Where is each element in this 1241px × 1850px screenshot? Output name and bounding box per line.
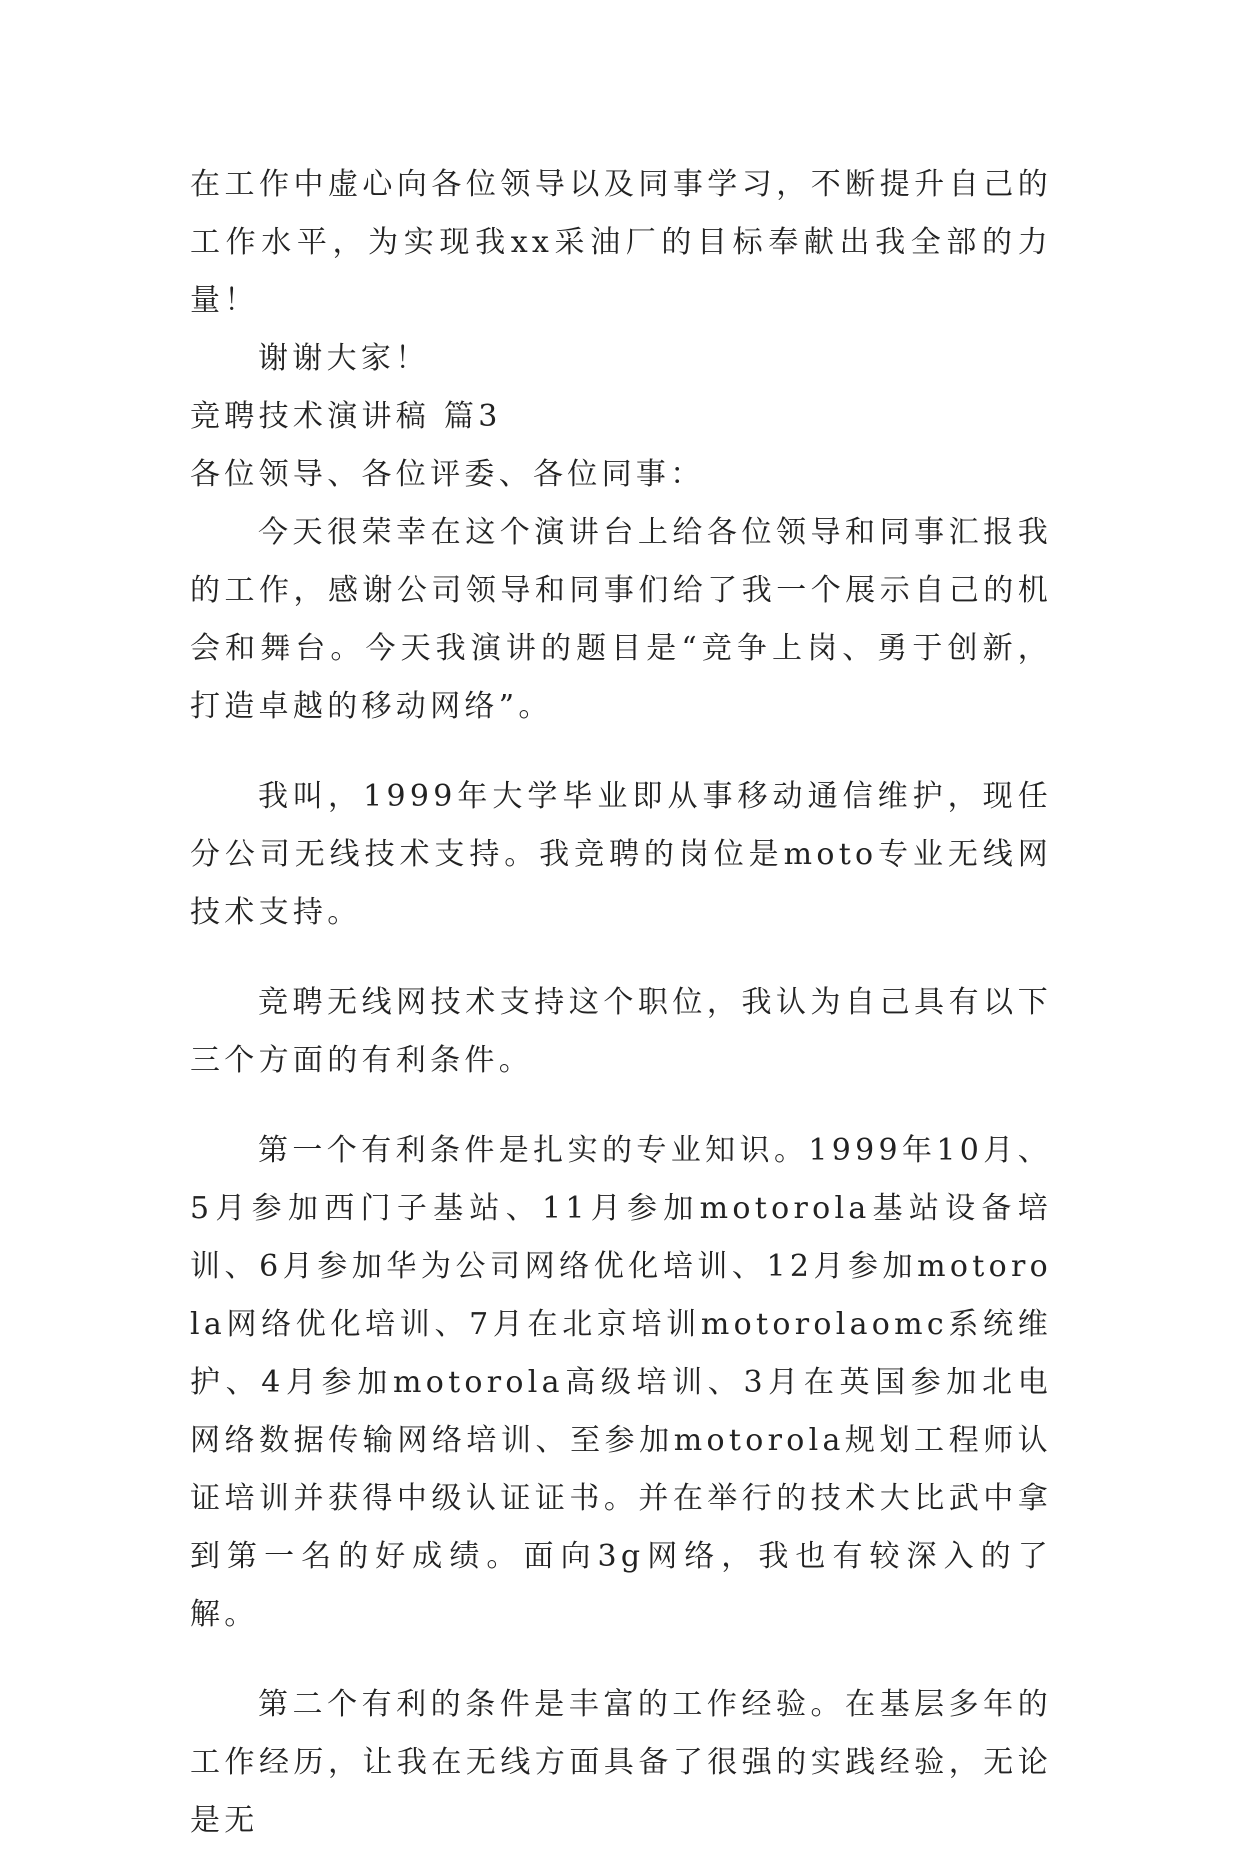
section-title: 竞聘技术演讲稿 篇3 [190,399,502,434]
salutation: 各位领导、各位评委、各位同事： [190,457,705,492]
paragraph-advantages-overview: 竞聘无线网技术支持这个职位，我认为自己具有以下三个方面的有利条件。 [190,985,1052,1078]
paragraph-self-introduction: 我叫，1999年大学毕业即从事移动通信维护，现任分公司无线技术支持。我竞聘的岗位是moto专业无线网技术支持。 [190,779,1052,930]
paragraph-second-advantage: 第二个有利的条件是丰富的工作经验。在基层多年的工作经历，让我在无线方面具备了很强的实践经验，无论是无 [190,1687,1052,1838]
paragraph-thanks: 谢谢大家！ [258,341,430,376]
document-body [190,156,1052,1850]
paragraph-first-advantage: 第一个有利条件是扎实的专业知识。1999年10月、5月参加西门子基站、11月参加motorola基站设备培训、6月参加华为公司网络优化培训、12月参加motorola网络优化培训、7月在北京培训motorolaomc系统维护、4月参加motorola高级培训、3月在英国参加北电网络数据传输网络培训、至参加motorola规划工程师认证培训并获得中级认证证书。并在举行的技术大比武中拿到第一名的好成绩。面向3g网络，我也有较深入的了解。 [190,1133,1052,1632]
paragraph-introduction: 今天很荣幸在这个演讲台上给各位领导和同事汇报我的工作，感谢公司领导和同事们给了我一个展示自己的机会和舞台。今天我演讲的题目是“竞争上岗、勇于创新，打造卓越的移动网络”。 [190,515,1052,724]
paragraph-closing-commitment: 在工作中虚心向各位领导以及同事学习，不断提升自己的工作水平，为实现我xx采油厂的目标奉献出我全部的力量！ [190,167,1052,318]
